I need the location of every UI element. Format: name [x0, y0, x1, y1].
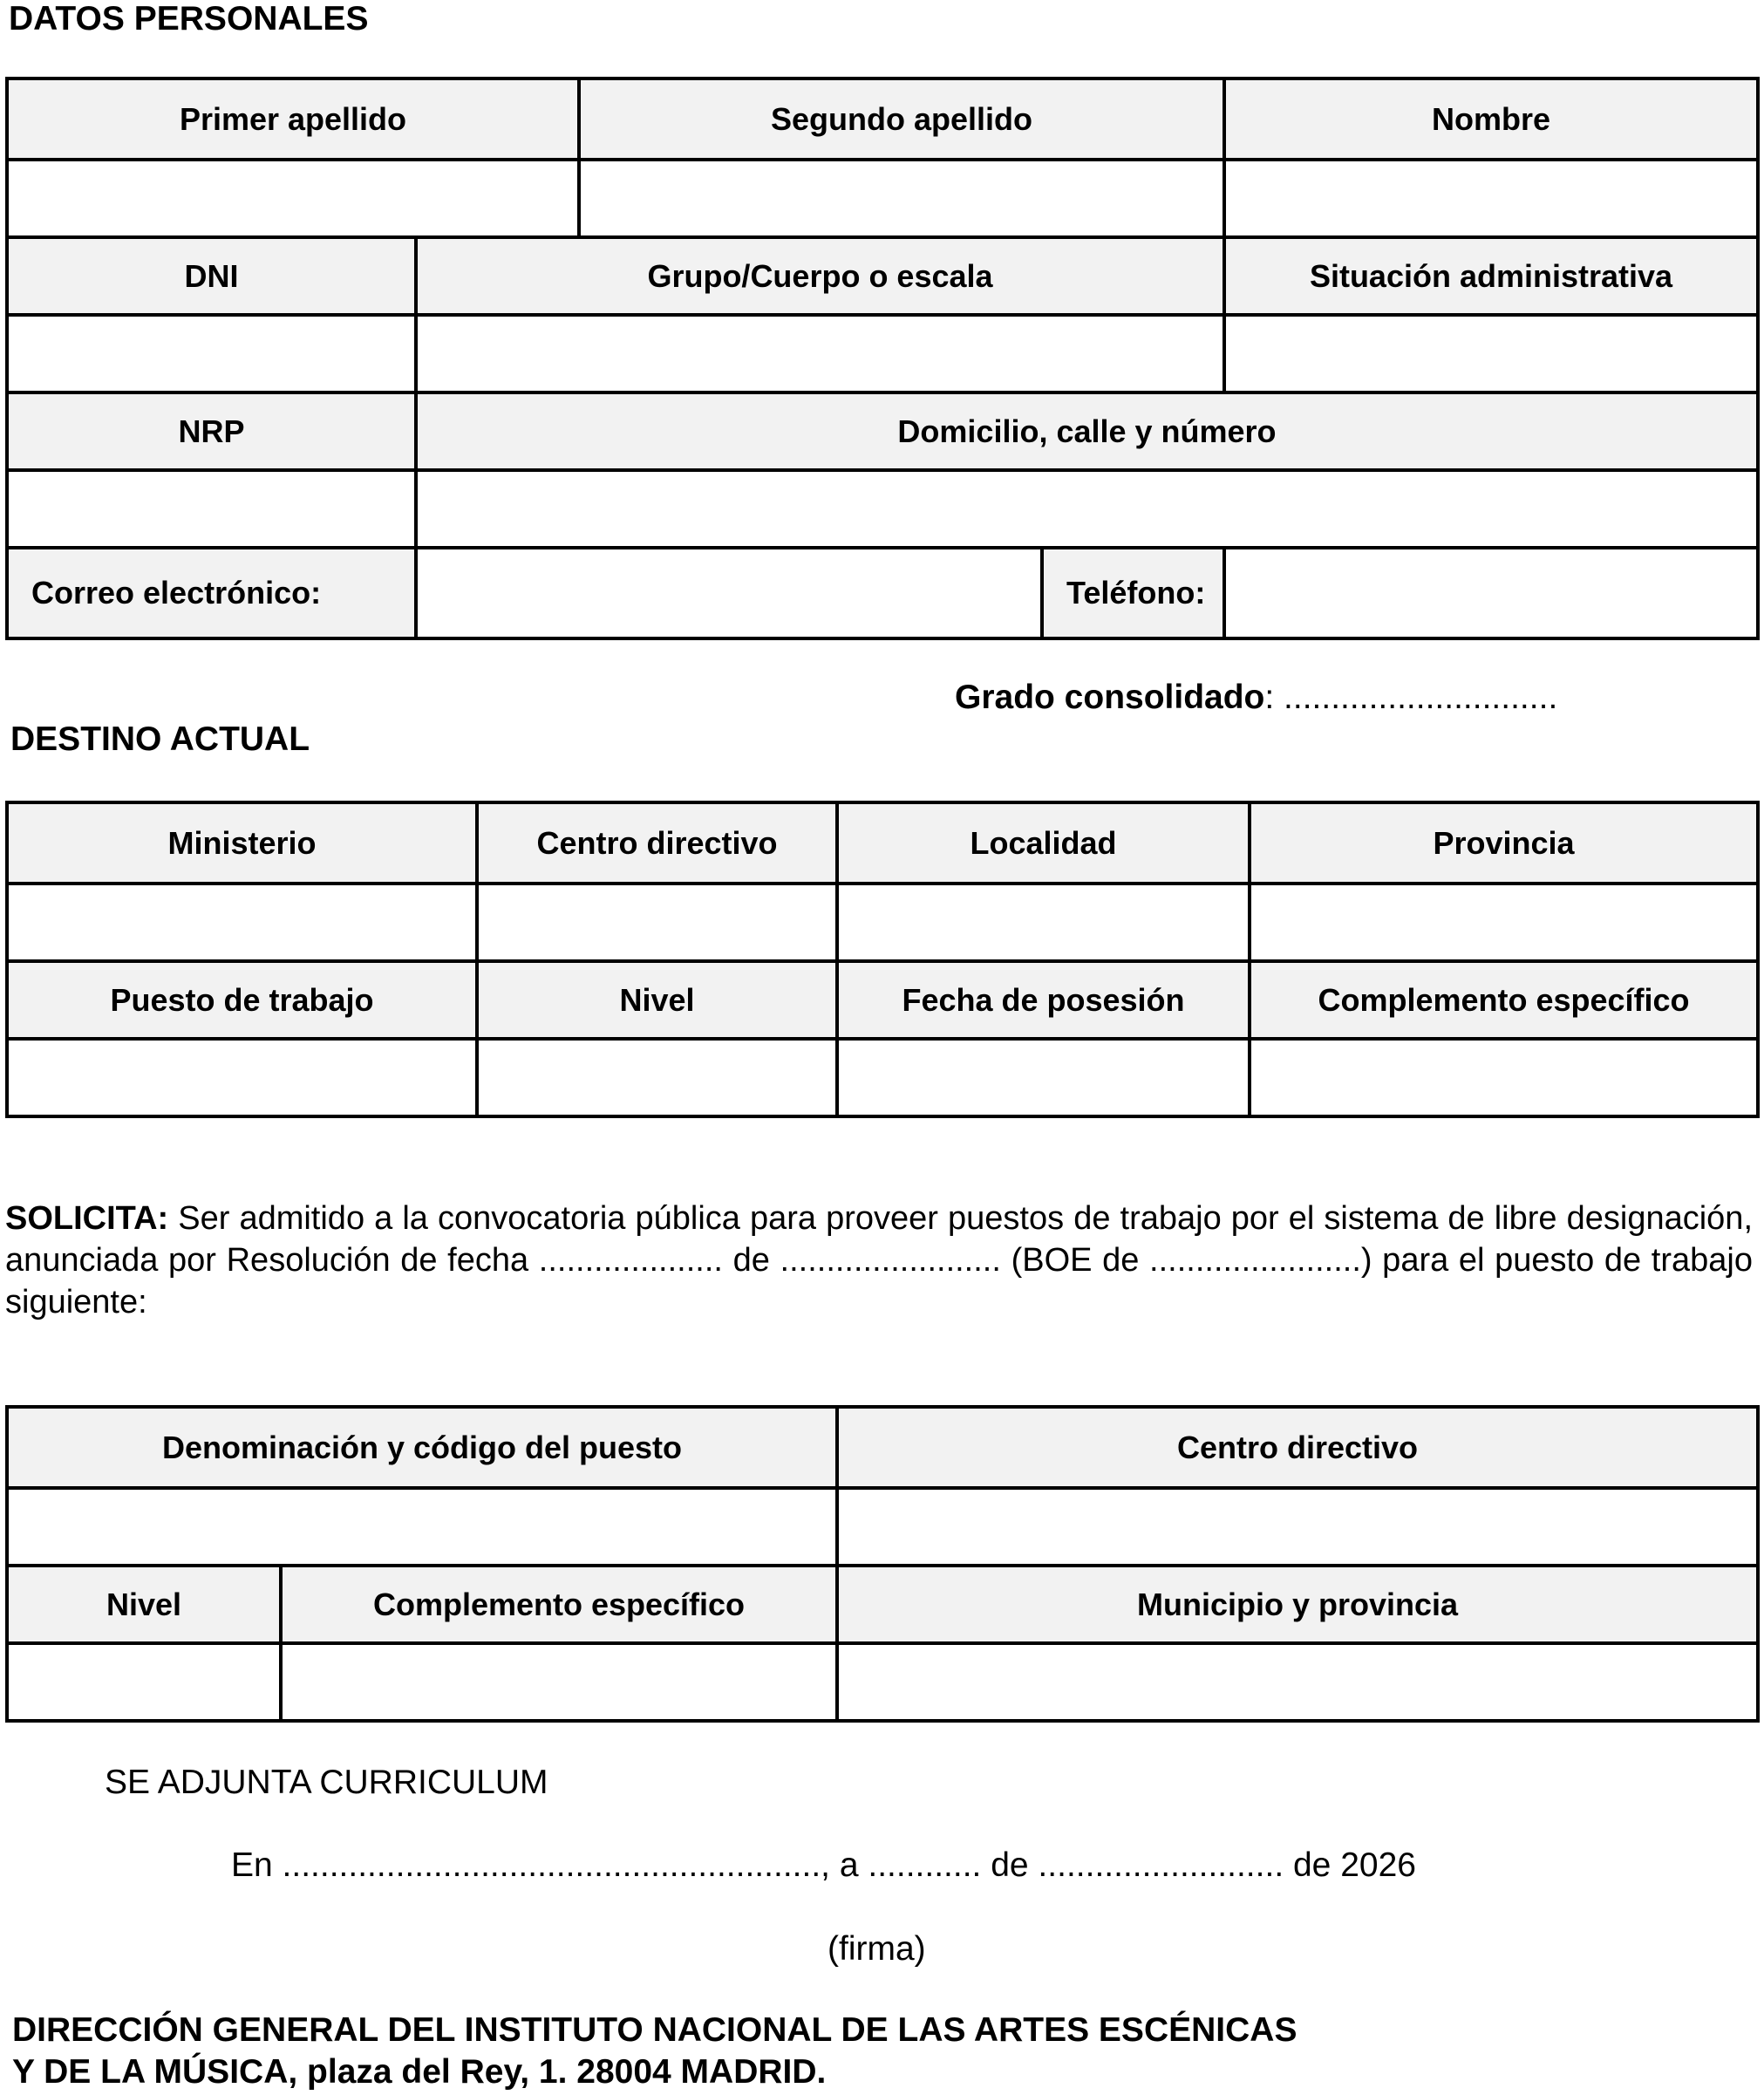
table-row [9, 1409, 1756, 1486]
field-correo-electronico[interactable] [414, 549, 1040, 637]
header-nombre: Nombre [1223, 80, 1756, 158]
address-footer [12, 2010, 1297, 2093]
table-row [9, 313, 1756, 391]
curriculum-note: SE ADJUNTA CURRICULUM [105, 1764, 548, 1801]
field-domicilio[interactable] [414, 472, 1756, 546]
personal-data-table [5, 77, 1760, 640]
header-segundo-apellido: Segundo apellido [577, 80, 1223, 158]
solicita-paragraph [5, 1198, 1753, 1323]
table-row [9, 1641, 1756, 1719]
field-complemento-puesto[interactable] [279, 1645, 835, 1719]
header-primer-apellido: Primer apellido [9, 80, 577, 158]
header-situacion-administrativa: Situación administrativa [1223, 239, 1756, 313]
header-complemento-puesto: Complemento específico [279, 1567, 835, 1641]
label-correo-electronico: Correo electrónico: [9, 549, 414, 637]
header-grupo-cuerpo: Grupo/Cuerpo o escala [414, 239, 1223, 313]
header-localidad: Localidad [835, 804, 1248, 882]
field-telefono[interactable] [1223, 549, 1756, 637]
firma-label: (firma) [828, 1930, 926, 1968]
table-row [9, 546, 1756, 637]
table-row [9, 1486, 1756, 1564]
table-row [9, 80, 1756, 158]
field-nombre[interactable] [1223, 161, 1756, 235]
grado-consolidado [955, 680, 1557, 714]
field-localidad[interactable] [835, 885, 1248, 959]
header-denominacion-codigo: Denominación y código del puesto [9, 1409, 835, 1486]
field-grupo-cuerpo[interactable] [414, 317, 1223, 391]
field-centro-directivo[interactable] [475, 885, 835, 959]
header-nivel: Nivel [475, 963, 835, 1037]
header-fecha-posesion: Fecha de posesión [835, 963, 1248, 1037]
header-puesto-de-trabajo: Puesto de trabajo [9, 963, 475, 1037]
field-nrp[interactable] [9, 472, 414, 546]
puesto-solicitado-table [5, 1405, 1760, 1723]
field-complemento-especifico[interactable] [1248, 1041, 1756, 1115]
header-municipio-provincia: Municipio y provincia [835, 1567, 1756, 1641]
table-row [9, 1564, 1756, 1641]
field-segundo-apellido[interactable] [577, 161, 1223, 235]
table-row [9, 882, 1756, 959]
header-nrp: NRP [9, 394, 414, 468]
table-row [9, 235, 1756, 313]
table-row [9, 804, 1756, 882]
field-denominacion-codigo[interactable] [9, 1490, 835, 1564]
destino-table [5, 801, 1760, 1118]
header-nivel-puesto: Nivel [9, 1567, 279, 1641]
field-ministerio[interactable] [9, 885, 475, 959]
header-provincia: Provincia [1248, 804, 1756, 882]
place-date-line: En ........................................................., a ............ de .......................... de 2026 [231, 1846, 1416, 1884]
field-fecha-posesion[interactable] [835, 1041, 1248, 1115]
footer-line-2: Y DE LA MÚSICA, plaza del Rey, 1. 28004 MADRID. [12, 2053, 827, 2091]
header-dni: DNI [9, 239, 414, 313]
table-row [9, 158, 1756, 235]
field-centro-directivo-puesto[interactable] [835, 1490, 1756, 1564]
field-primer-apellido[interactable] [9, 161, 577, 235]
field-nivel-puesto[interactable] [9, 1645, 279, 1719]
table-row [9, 959, 1756, 1037]
field-provincia[interactable] [1248, 885, 1756, 959]
label-telefono: Teléfono: [1040, 549, 1223, 637]
field-situacion-administrativa[interactable] [1223, 317, 1756, 391]
table-row [9, 391, 1756, 468]
header-centro-directivo: Centro directivo [475, 804, 835, 882]
field-municipio-provincia[interactable] [835, 1645, 1756, 1719]
header-domicilio: Domicilio, calle y número [414, 394, 1756, 468]
section-heading-datos-personales: DATOS PERSONALES [9, 0, 369, 38]
solicita-label: SOLICITA: [5, 1200, 169, 1237]
header-ministerio: Ministerio [9, 804, 475, 882]
field-nivel[interactable] [475, 1041, 835, 1115]
table-row [9, 1037, 1756, 1115]
header-complemento-especifico: Complemento específico [1248, 963, 1756, 1037]
footer-line-1: DIRECCIÓN GENERAL DEL INSTITUTO NACIONAL DE LAS ARTES ESCÉNICAS [12, 2011, 1297, 2049]
table-row [9, 468, 1756, 546]
solicita-text: Ser admitido a la convocatoria pública para proveer puestos de trabajo por el sistema de libre designación, anunciada por Resolución de fecha .................... de ........................ (BOE de .......................) para el puesto de trabajo siguiente: [5, 1200, 1753, 1320]
grado-consolidado-label: Grado consolidado [955, 679, 1265, 716]
header-centro-directivo-puesto: Centro directivo [835, 1409, 1756, 1486]
field-dni[interactable] [9, 317, 414, 391]
section-heading-destino-actual: DESTINO ACTUAL [10, 720, 310, 758]
grado-consolidado-dots: : ............................. [1264, 679, 1558, 716]
field-puesto-de-trabajo[interactable] [9, 1041, 475, 1115]
